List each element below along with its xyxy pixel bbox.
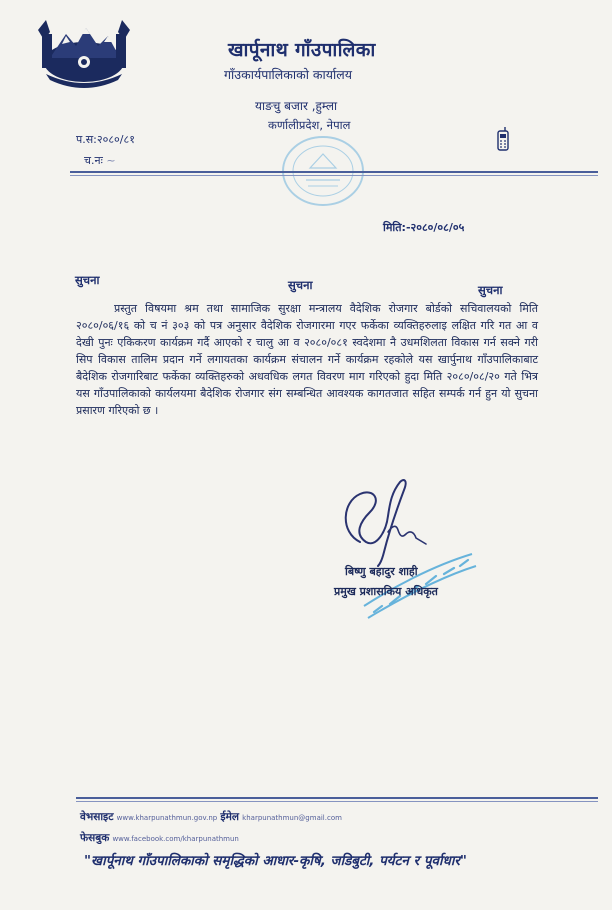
header-divider [70,171,598,173]
email-label: ईमेल [220,811,239,823]
header-divider-thin [70,175,598,176]
facebook-link[interactable]: www.facebook.com/kharpunathmun [112,835,239,843]
facebook-label: फेसबुक [80,832,110,844]
dispatch-number [84,153,116,168]
address-line-1: याङचु बजार ,हुम्ला [255,99,338,113]
phone-icon [497,127,509,151]
notice-heading-right: सुचना [478,283,503,297]
email-link[interactable]: kharpunathmun@gmail.com [242,814,342,822]
dispatch-label: च.नः [84,154,103,167]
notice-heading-center: सुचना [288,278,313,292]
website-link[interactable]: www.kharpunathmun.gov.np [116,814,218,822]
notice-body: प्रस्तुत विषयमा श्रम तथा सामाजिक सुरक्षा मन्त्रालय वैदेशिक रोजगार बोर्डको सचिवालयको मिति २०८०/०६/१६ को च नं ३०३ को पत्र अनुसार वैदेशिक रोजगारमा गएर फर्केका व्यक्तिहरुलाइ लक्षित गरि गत आ व देखी पुनः एकिकरण कार्यक्रम गर्दै आएको र चालु आ व २०८०/०८१ स्वदेशमा नै उधमशिलता विकास गर्न सक्ने गरी सिप विकास तालिम प्रदान गर्ने लगायतका कार्यक्रम संचालन गर्ने कार्यक्रम रहकोले यस खार्पुनाथ गाँउपालिकाबाट बैदेशिक रोजगारिबाट फर्केका व्यक्तिहरुको अधवधिक लगत विवरण माग गरिएको हुदा मिति २०८०/०८/२० गते भित्र यस गाँउपालिकाको कार्यलयमा बैदेशिक रोजगार संग सम्बन्धित आवश्यक कागतजात सहित सम्पर्क गर्न हुन यो सुचना प्रसारण गरिएको छ । [76,302,538,417]
dispatch-scribble: ~ [106,154,116,167]
signatory-post: प्रमुख प्रशासकिय अधिकृत [334,585,438,598]
notice-heading-left: सुचना [75,273,100,287]
letter-date: मिति:-२०८०/०८/०५ [383,221,465,234]
footer-contact-line [80,810,342,824]
municipality-slogan: "खार्पूनाथ गाँउपालिकाको समृद्धिको आधार-कृषि, जडिबुटी, पर्यटन र पूर्वाधार" [84,853,467,869]
footer-divider [76,797,598,799]
office-title: खार्पूनाथ गाँउपालिका [228,39,376,61]
address-line-2: कर्णालीप्रदेश, नेपाल [268,118,351,132]
website-label: वेभसाइट [80,811,114,823]
signatory-name: बिष्णु बहादुर शाही [345,565,418,578]
nepal-emblem-icon [32,14,136,88]
footer-divider-thin [76,801,598,802]
footer-social-line [80,831,239,845]
office-subtitle: गाँउकार्यपालिकाको कार्यालय [224,67,352,82]
reference-number: प.स:२०८०/८१ [76,133,135,146]
